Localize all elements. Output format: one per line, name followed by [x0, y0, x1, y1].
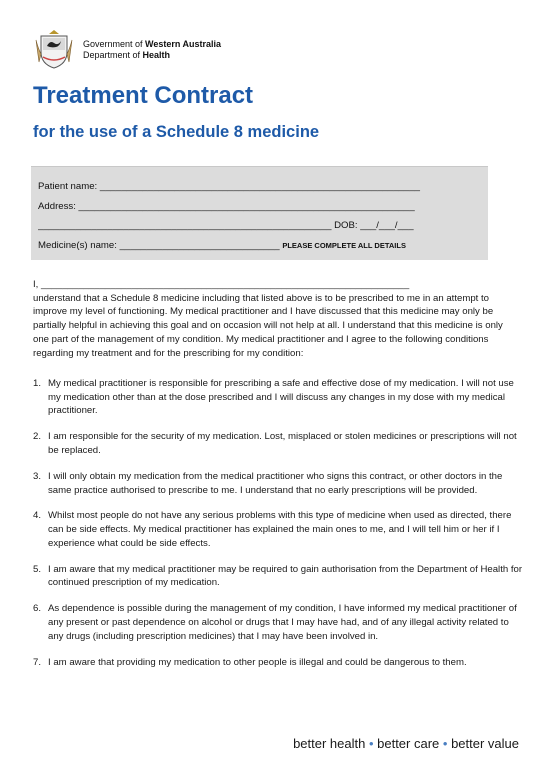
address-field[interactable]: Address: _______________________________________________________________ — [38, 200, 415, 212]
condition-item — [33, 377, 523, 418]
condition-number: 5. — [33, 563, 42, 575]
footer-tagline — [293, 736, 519, 751]
wa-crest-logo — [33, 30, 75, 70]
tagline-separator: • — [365, 736, 378, 751]
conditions-list — [33, 377, 523, 682]
condition-item — [33, 602, 523, 643]
government-branding — [83, 39, 221, 61]
condition-text: I am aware that my medical practitioner may be required to gain authorisation from the Department of Health for continued prescription of my medication. — [48, 563, 523, 589]
patient-name-field[interactable]: Patient name: ____________________________________________________________ — [38, 181, 420, 192]
intro-paragraph — [33, 278, 521, 360]
condition-text: My medical practitioner is responsible for prescribing a safe and effective dose of my medication. I will not use my medication other than at the dose prescribed and I will discuss any changes in my dose with my medical practitioner. — [48, 378, 514, 417]
condition-text: I will only obtain my medication from the medical practitioner who signs this contract, or other doctors in the same practice authorised to prescribe to me. I understand that no early prescriptions will be provided. — [48, 470, 503, 496]
complete-details-note: PLEASE COMPLETE ALL DETAILS — [282, 240, 406, 250]
condition-text: Whilst most people do not have any serious problems with this type of medicine when used as directed, there can be side effects. My medical practitioner has explained the main ones to me, and I will tell him or her if I experience what could be side effects. — [48, 510, 512, 549]
intro-text: understand that a Schedule 8 medicine including that listed above is to be prescribed to me in an attempt to improve my level of functioning. My medical practitioner and I have discussed that this medicine may only be partially helpful in achieving this goal and on occasion will not help at all. I understand that this medicine is only one part of the management of my condition. My medical practitioner and I agree to the following conditions regarding my treatment and for the prescribing for my condition: — [33, 292, 503, 359]
condition-number: 2. — [33, 431, 42, 443]
condition-number: 7. — [33, 656, 42, 668]
condition-item — [33, 563, 523, 590]
page-subtitle: for the use of a Schedule 8 medicine — [33, 123, 320, 141]
govt-name: Western Australia — [145, 39, 222, 49]
page-title: Treatment Contract — [33, 82, 254, 109]
condition-number: 6. — [33, 603, 42, 615]
condition-text: I am aware that providing my medication to other people is illegal and could be dangerous to them. — [48, 656, 467, 668]
condition-text: As dependence is possible during the management of my condition, I have informed my medical practitioner of any present or past dependence on alcohol or drugs that I may have had, and of any illegal activity related to any drugs (including prescription medicines) that I may have been involved in. — [48, 603, 517, 642]
condition-number: 3. — [33, 470, 42, 482]
condition-item — [33, 656, 523, 670]
department-name: Health — [142, 50, 171, 60]
condition-number: 4. — [33, 510, 42, 522]
condition-text: I am responsible for the security of my medication. Lost, misplaced or stolen medicines or prescriptions will not be replaced. — [48, 431, 517, 456]
condition-item — [33, 430, 523, 457]
medicines-field[interactable]: Medicine(s) name: ______________________________ — [38, 239, 280, 251]
tagline-care: better care — [377, 736, 440, 751]
tagline-value: better value — [451, 736, 519, 751]
condition-number: 1. — [33, 378, 42, 389]
tagline-health: better health — [293, 736, 366, 751]
patient-name-line[interactable]: I, _____________________________________________________________________ — [33, 279, 410, 290]
condition-item — [33, 509, 523, 550]
header — [33, 30, 221, 70]
tagline-separator: • — [439, 736, 452, 751]
address-dob-field[interactable]: _______________________________________________________ DOB: ___/___/___ — [38, 220, 414, 231]
condition-item — [33, 470, 523, 497]
govt-prefix: Government of — [83, 39, 146, 49]
department-prefix: Department of — [83, 50, 143, 60]
medicines-row — [38, 236, 481, 256]
patient-details-panel — [31, 166, 488, 260]
